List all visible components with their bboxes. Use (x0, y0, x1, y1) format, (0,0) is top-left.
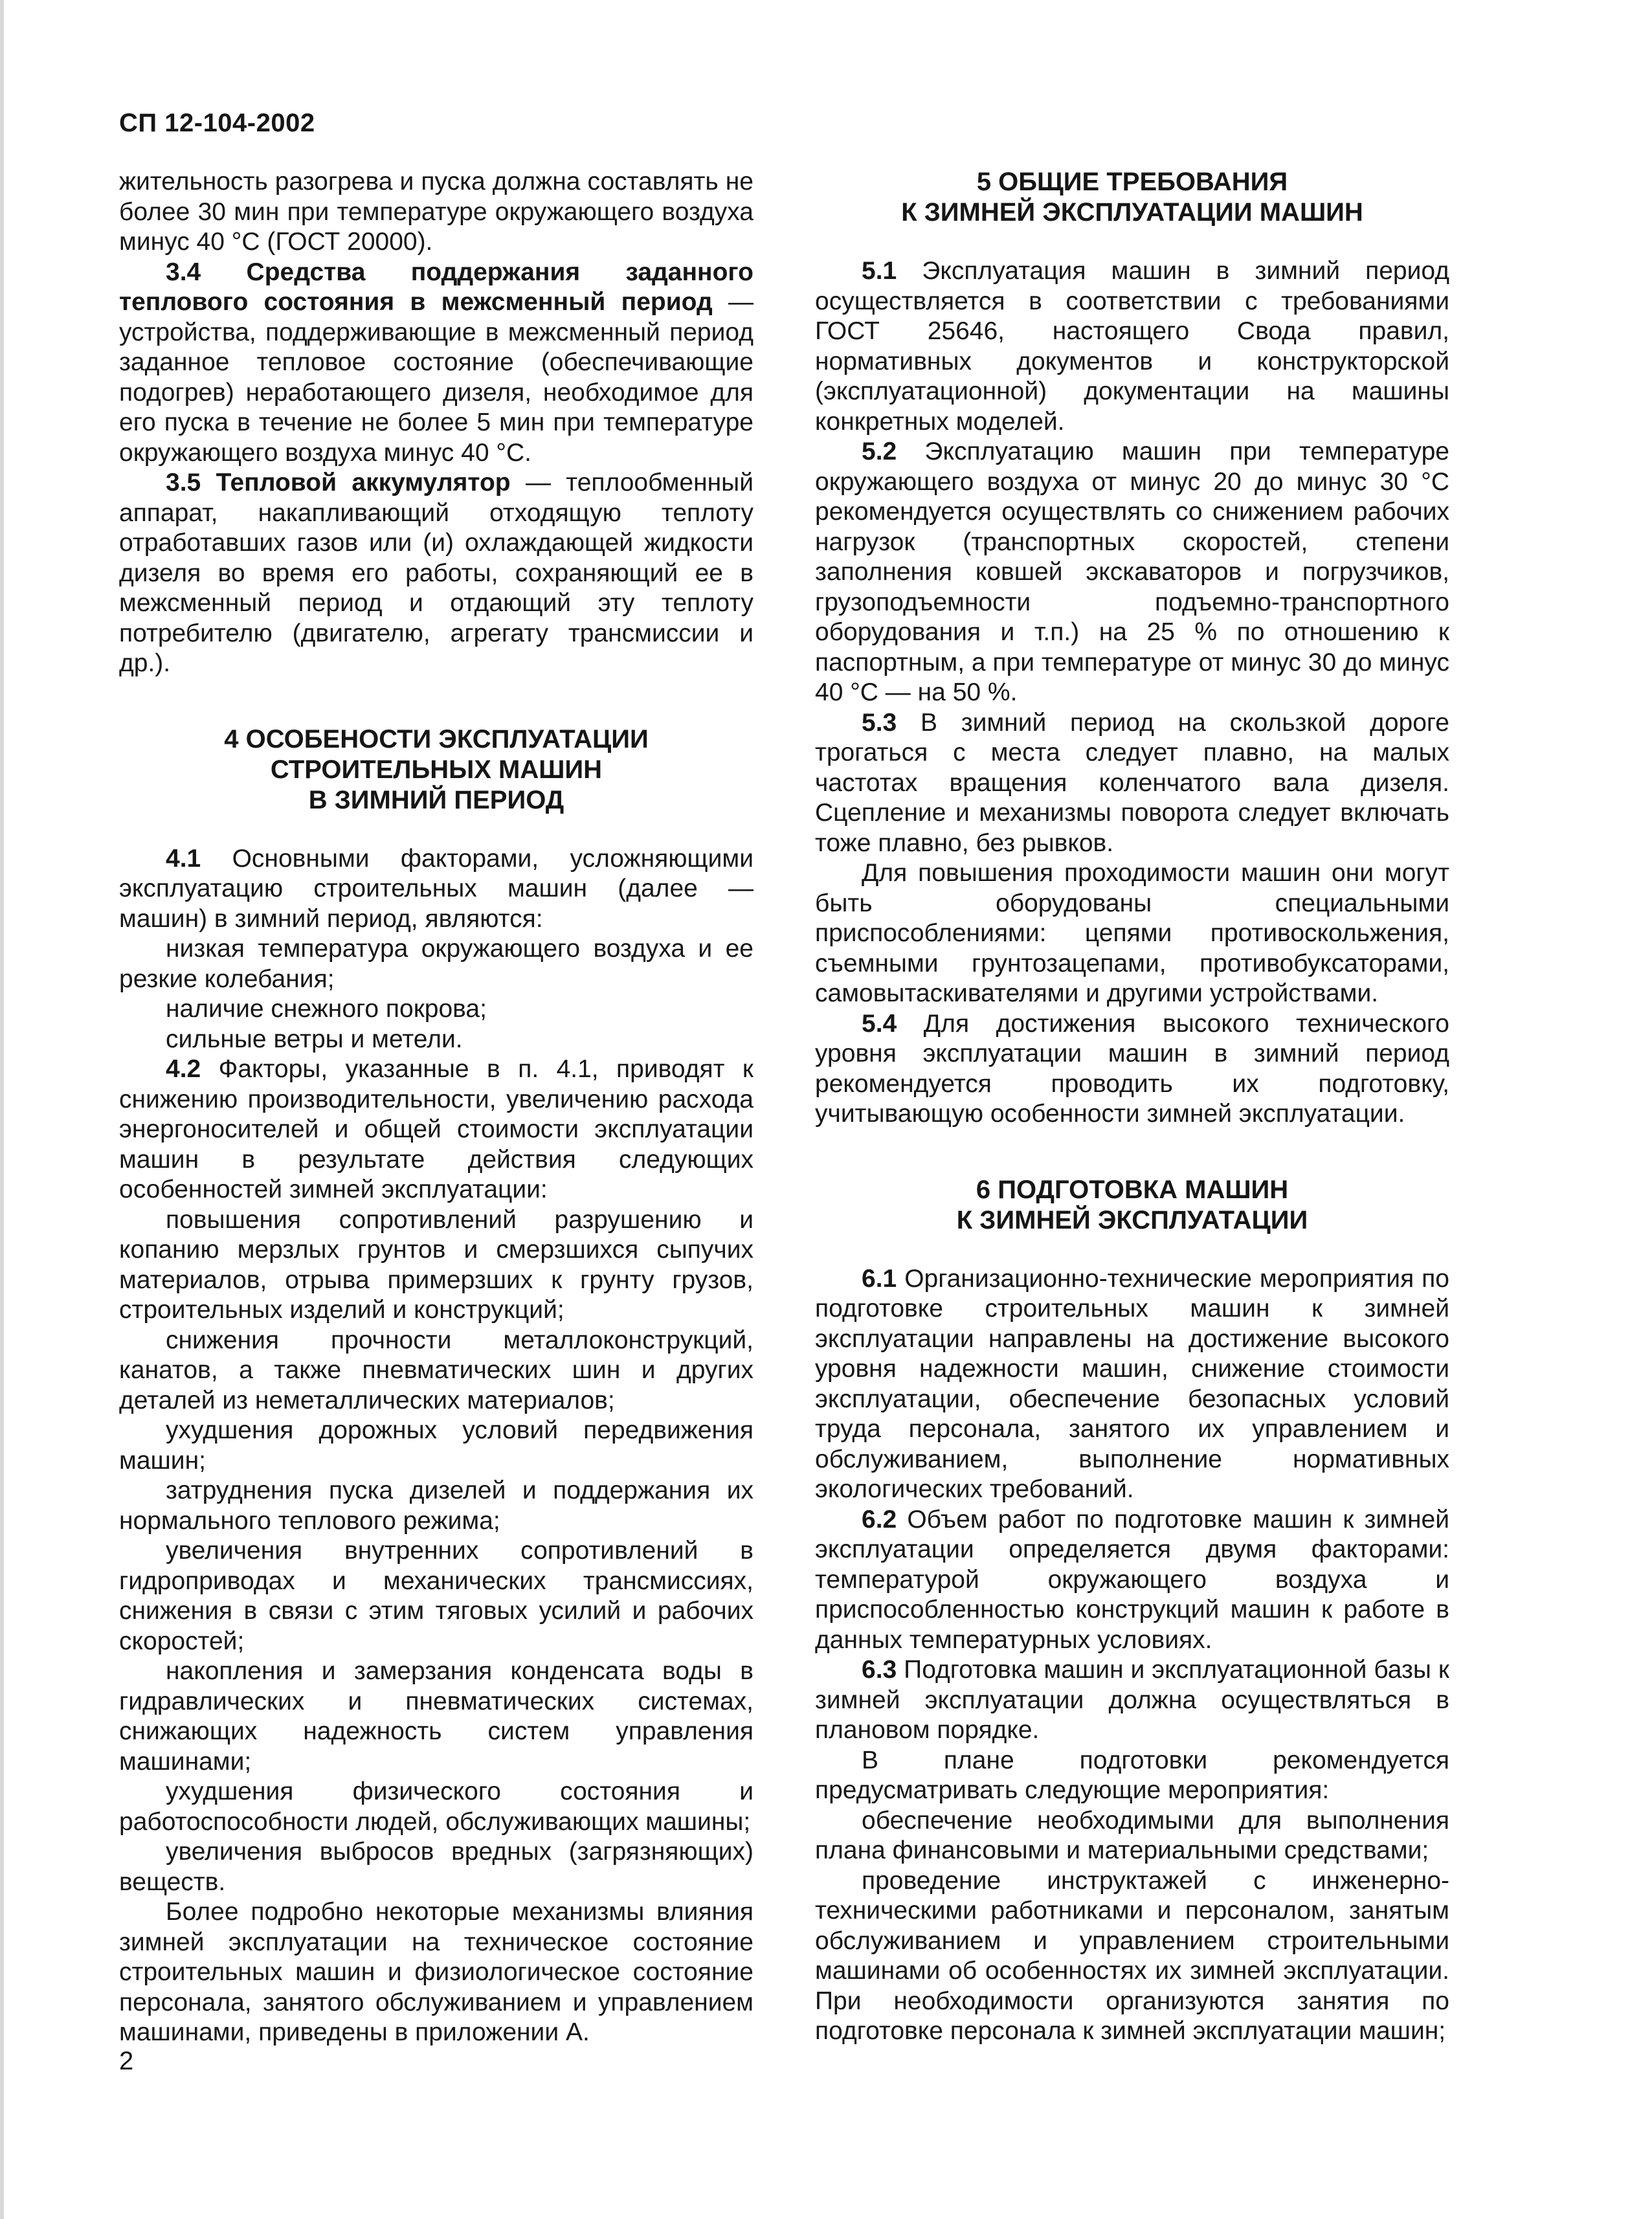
list-item: обеспечение необходимыми для выполнения плана финансовыми и материальными средствами; (815, 1806, 1449, 1864)
heading-line: 4 ОСОБЕНОСТИ ЭКСПЛУАТАЦИИ (224, 724, 649, 753)
list-item: низкая температура окружающего воздуха и ее резкие колебания; (119, 935, 753, 993)
paragraph-3-4 (119, 258, 753, 469)
paragraph: жительность разогрева и пуска должна составлять не более 30 мин при температуре окружающего воздуха минус 40 °С (ГОСТ 20000). (119, 168, 753, 256)
document-code: СП 12-104-2002 (119, 109, 315, 137)
list-item: сильные ветры и метели. (166, 1025, 463, 1053)
paragraph-6-2 (815, 1505, 1449, 1656)
paragraph-text: Факторы, указанные в п. 4.1, приводят к снижению производительности, увеличению расхода энергоносителей и общей стоимости эксплуатации машин в результате действия следующих особенностей зимней эксплуатации: (119, 1055, 753, 1203)
left-column (119, 167, 753, 2048)
paragraph: Более подробно некоторые механизмы влияния зимней эксплуатации на техническое состояние строительных машин и физиологическое состояние персонала, занятого обслуживанием и управлением машинами, приведены в приложении А. (119, 1898, 753, 2046)
paragraph-text: Основными факторами, усложняющими эксплуатацию строительных машин (далее — машин) в зимний период, являются: (119, 844, 753, 933)
heading-line: СТРОИТЕЛЬНЫХ МАШИН (270, 755, 603, 784)
list-item: снижения прочности металлоконструкций, канатов, а также пневматических шин и других деталей из неметаллических материалов; (119, 1326, 753, 1414)
clause-number: 5.4 (862, 1009, 897, 1038)
paragraph-5-3 (815, 708, 1449, 859)
heading-line: К ЗИМНЕЙ ЭКСПЛУАТАЦИИ (956, 1205, 1308, 1234)
list-item: повышения сопротивлений разрушению и копанию мерзлых грунтов и смерзшихся сыпучих материалов, отрыва примерзших к грунту грузов, строительных изделий и конструкций; (119, 1205, 753, 1324)
term: Тепловой аккумулятор (216, 469, 511, 496)
heading-line: 6 ПОДГОТОВКА МАШИН (976, 1175, 1289, 1204)
paragraph-5-1 (815, 256, 1449, 437)
clause-number: 5.3 (862, 708, 897, 737)
section-6-heading (815, 1175, 1449, 1236)
definition: — теплообменный аппарат, накапливающий отходящую теплоту отработавших газов или (и) охлаждающей жидкости дизеля во время его работы, сохраняющий ее в межсменный период и отдающий эту теплоту потребителю (двигателю, агрегату трансмиссии и др.). (119, 469, 753, 677)
paragraph-text: Эксплуатацию машин при температуре окружающего воздуха от минус 20 до минус 30 °С рекомендуется осуществлять со снижением рабочих нагрузок (транспортных скоростей, степени заполнения ковшей экскаваторов и погрузчиков, грузоподъемности подъемно-транспортного оборудования и т.п.) на 25 % по отношению к паспортным, а при температуре от минус 30 до минус 40 °С — на 50 %. (815, 438, 1449, 706)
list-item: увеличения выбросов вредных (загрязняющих) веществ. (119, 1838, 753, 1896)
clause-number: 6.2 (862, 1505, 897, 1533)
paragraph-4-2 (119, 1054, 753, 1205)
clause-number: 6.3 (862, 1656, 897, 1684)
list-item: накопления и замерзания конденсата воды в гидравлических и пневматических системах, снижающих надежность систем управления машинами; (119, 1657, 753, 1776)
heading-line: 5 ОБЩИЕ ТРЕБОВАНИЯ (976, 168, 1288, 196)
heading-line: В ЗИМНИЙ ПЕРИОД (308, 785, 564, 814)
page-number: 2 (119, 2047, 134, 2075)
paragraph-6-3 (815, 1655, 1449, 1746)
paragraph-text: Организационно-технические мероприятия по подготовке строительных машин к зимней эксплуатации направлены на достижение высокого уровня надежности машин, снижение стоимости эксплуатации, обеспечение безопасных условий труда персонала, занятого их управлением и обслуживанием, выполнение нормативных экологических требований. (815, 1264, 1449, 1503)
paragraph-text: В зимний период на скользкой дороге трогаться с места следует плавно, на малых частотах вращения коленчатого вала дизеля. Сцепление и механизмы поворота следует включать тоже плавно, без рывков. (815, 708, 1449, 857)
paragraph-text: Объем работ по подготовке машин к зимней эксплуатации определяется двумя факторами: температурой окружающего воздуха и приспособленностью конструкций машин к работе в данных температурных условиях. (815, 1505, 1449, 1654)
paragraph-3-5 (119, 468, 753, 679)
heading-line: К ЗИМНЕЙ ЭКСПЛУАТАЦИИ МАШИН (901, 198, 1363, 227)
section-4-heading (119, 724, 753, 816)
paragraph-5-2 (815, 437, 1449, 708)
list-item: ухудшения дорожных условий передвижения машин; (119, 1416, 753, 1475)
list-item: затруднения пуска дизелей и поддержания их нормального теплового режима; (119, 1477, 753, 1535)
definition: — устройства, поддерживающие в межсменный период заданное тепловое состояние (обеспечивающие подогрев) неработающего дизеля, необходимое для его пуска в течение не более 5 мин при температуре окружающего воздуха минус 40 °С. (119, 288, 753, 467)
list-item: ухудшения физического состояния и работоспособности людей, обслуживающих машины; (119, 1778, 753, 1836)
list-item: увеличения внутренних сопротивлений в гидроприводах и механических трансмиссиях, снижения в связи с этим тяговых усилий и рабочих скоростей; (119, 1537, 753, 1655)
clause-number: 6.1 (862, 1264, 897, 1293)
term: Средства поддержания заданного теплового состояния в межсменный период (119, 258, 753, 316)
clause-number: 4.2 (166, 1055, 201, 1083)
clause-number: 3.5 (166, 469, 201, 496)
paragraph-text: Эксплуатация машин в зимний период осуществляется в соответствии с требованиями ГОСТ 25646, настоящего Свода правил, нормативных документов и конструкторской (эксплуатационной) документации на машины конкретных моделей. (815, 257, 1449, 436)
paragraph-text: Подготовка машин и эксплуатационной базы к зимней эксплуатации должна осуществляться в плановом порядке. (815, 1656, 1449, 1744)
clause-number: 4.1 (166, 844, 201, 873)
list-item: наличие снежного покрова; (166, 995, 487, 1023)
scan-edge (0, 0, 4, 2219)
clause-number: 5.1 (862, 257, 897, 285)
paragraph: Для повышения проходимости машин они могут быть оборудованы специальными приспособлениями: цепями противоскольжения, съемными грунтозацепами, противобуксаторами, самовытаскивателями и другими устройствами. (815, 859, 1449, 1007)
paragraph-4-1 (119, 844, 753, 935)
paragraph: В плане подготовки рекомендуется предусматривать следующие мероприятия: (815, 1746, 1449, 1804)
paragraph-5-4 (815, 1009, 1449, 1130)
clause-number: 3.4 (166, 258, 201, 286)
paragraph-6-1 (815, 1264, 1449, 1505)
clause-number: 5.2 (862, 438, 897, 465)
paragraph-text: Для достижения высокого технического уровня эксплуатации машин в зимний период рекомендуется проводить их подготовку, учитывающую особенности зимней эксплуатации. (815, 1009, 1449, 1128)
right-column (815, 167, 1449, 2047)
list-item: проведение инструктажей с инженерно-техническими работниками и персоналом, занятым обслуживанием и управлением строительными машинами об особенностях их зимней эксплуатации. При необходимости организуются занятия по подготовке персонала к зимней эксплуатации машин; (815, 1866, 1449, 2045)
section-5-heading (815, 167, 1449, 228)
